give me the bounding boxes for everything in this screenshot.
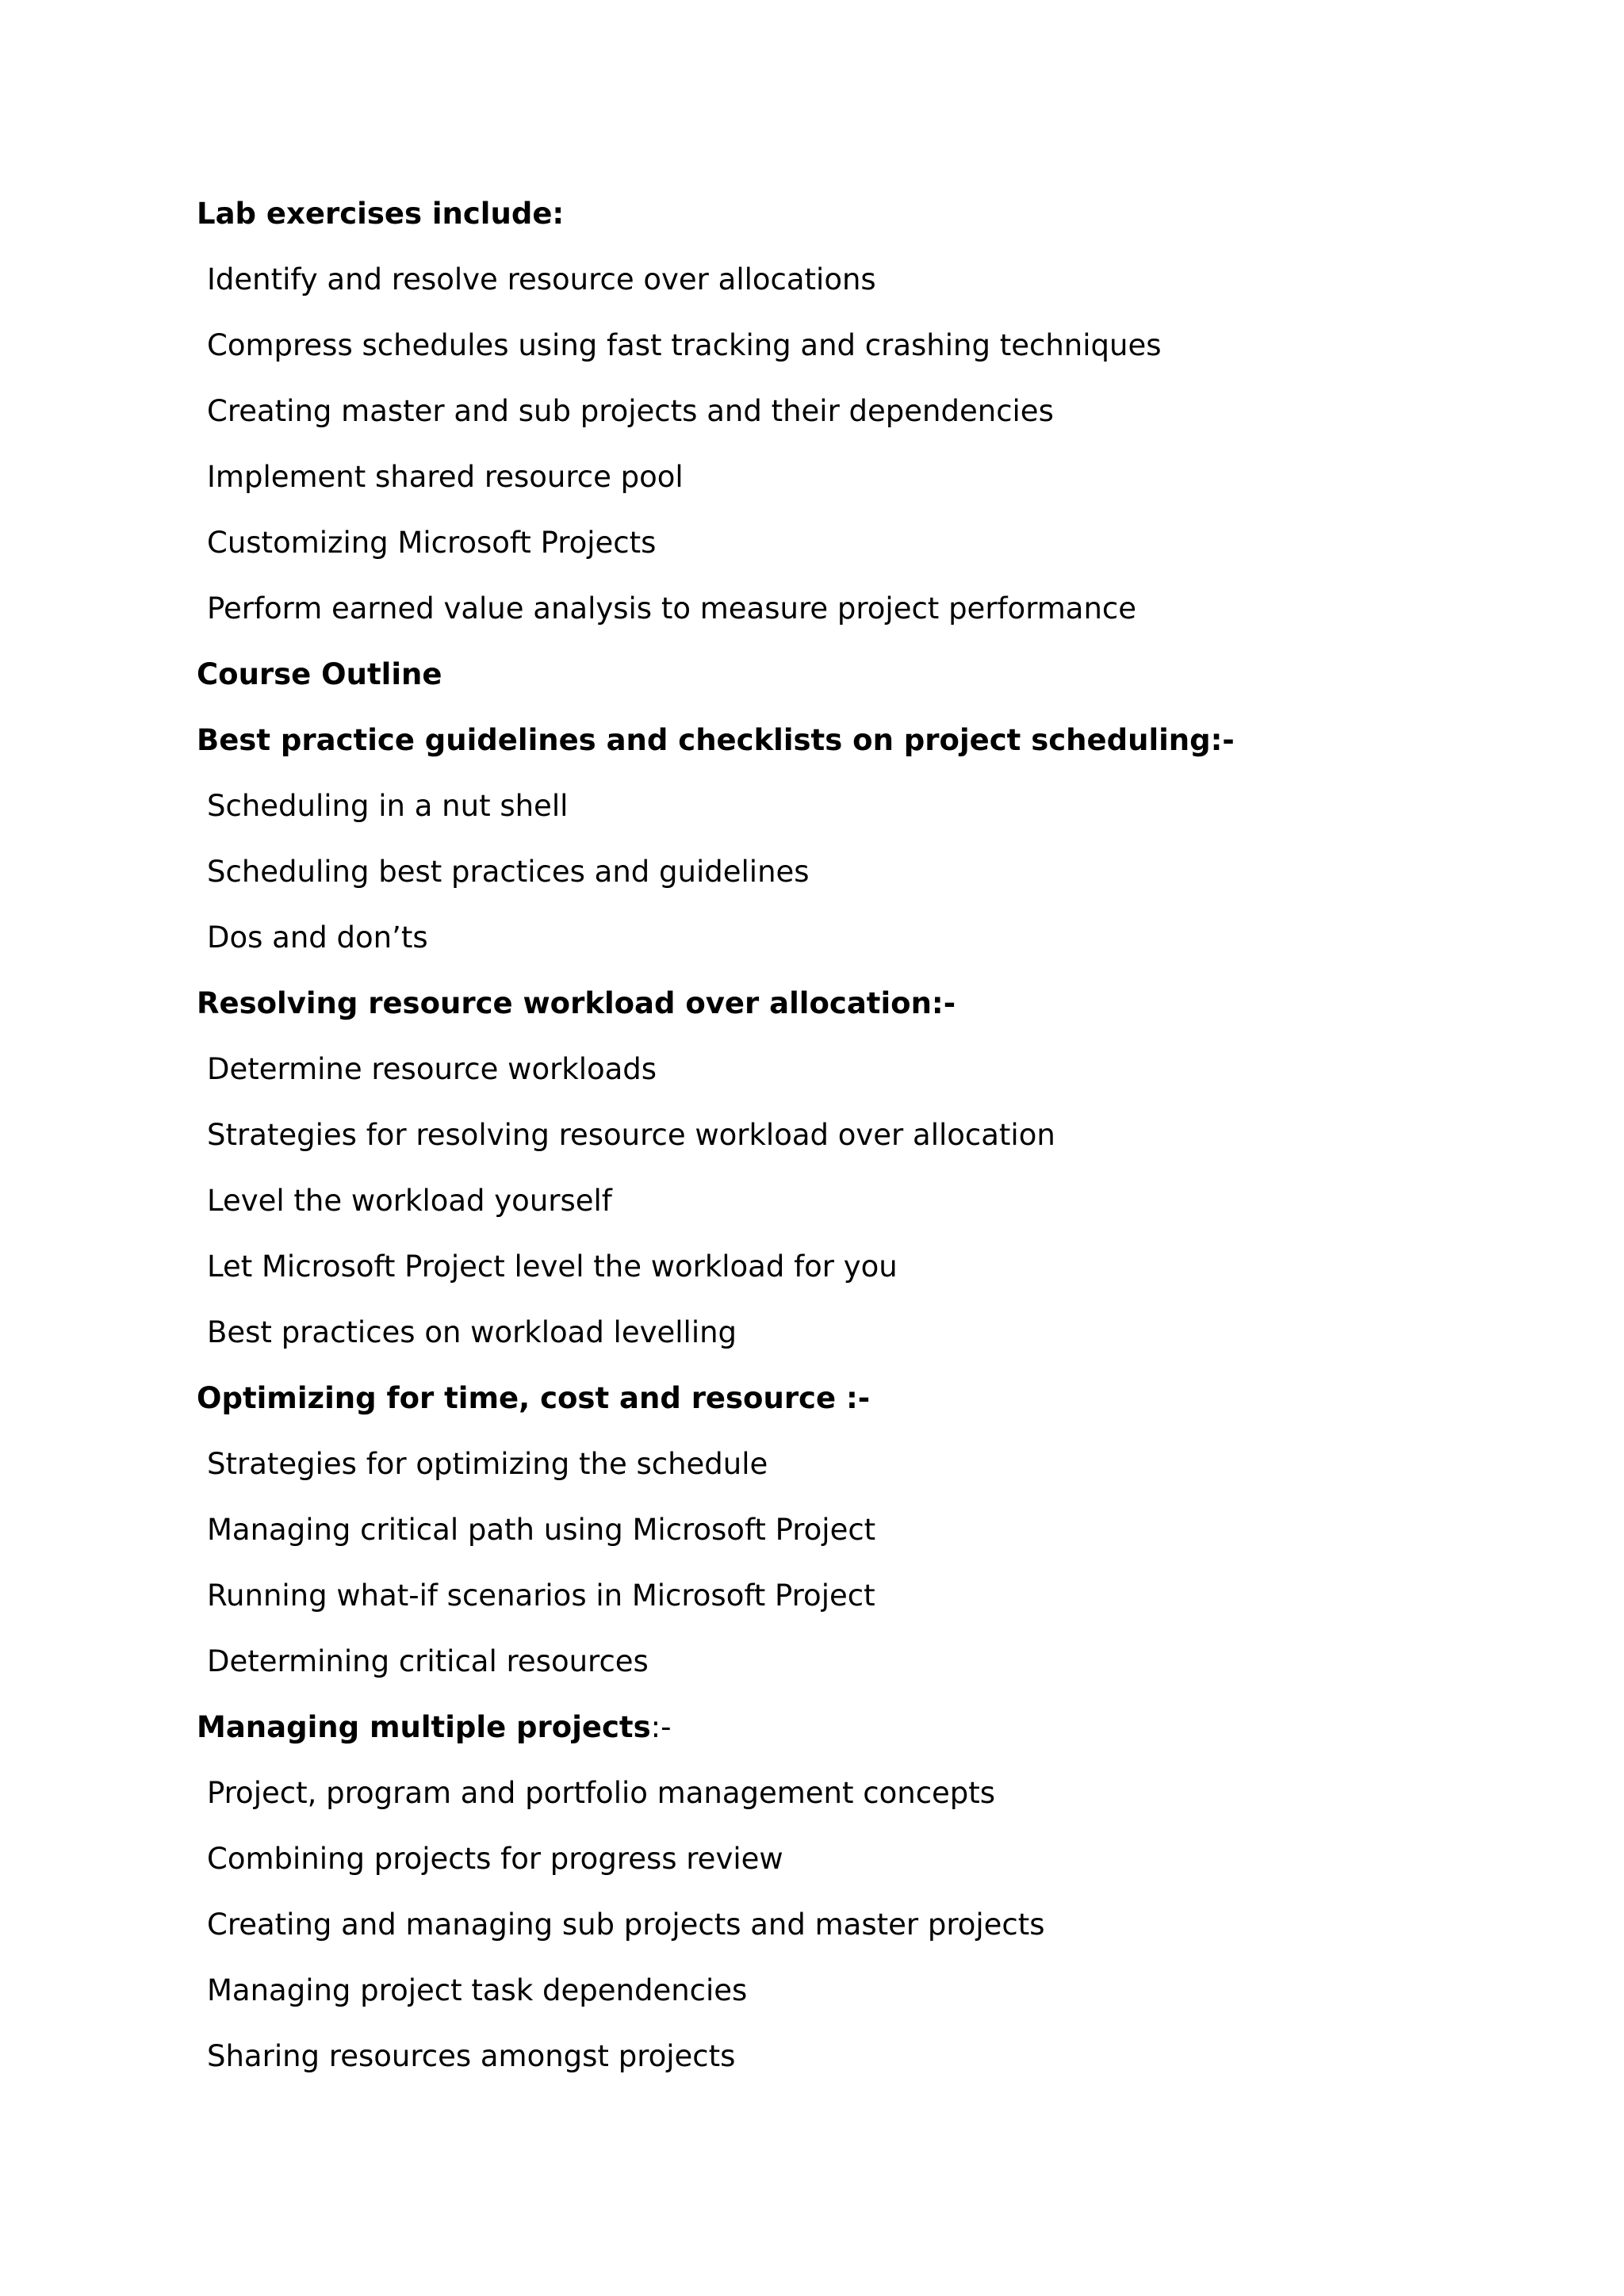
- outline-item: Dos and don’ts: [207, 920, 428, 955]
- outline-item: Sharing resources amongst projects: [207, 2039, 736, 2073]
- outline-item: Running what-if scenarios in Microsoft Project: [207, 1578, 875, 1613]
- outline-item: Strategies for optimizing the schedule: [207, 1447, 768, 1481]
- outline-item: Determine resource workloads: [207, 1052, 657, 1086]
- outline-item: Scheduling in a nut shell: [207, 789, 569, 823]
- lab-exercise-item: Implement shared resource pool: [207, 460, 684, 494]
- outline-item: Let Microsoft Project level the workload for you: [207, 1249, 898, 1284]
- course-outline-title: Course Outline: [197, 657, 442, 691]
- section-heading-scheduling: Best practice guidelines and checklists on project scheduling:-: [197, 723, 1235, 757]
- section-heading-multiple-projects: [197, 1707, 1434, 1773]
- document-content: [197, 193, 1434, 2102]
- outline-item: Best practices on workload levelling: [207, 1315, 737, 1349]
- outline-item: Determining critical resources: [207, 1644, 649, 1678]
- outline-item: Project, program and portfolio management concepts: [207, 1776, 996, 1810]
- lab-exercise-item: Compress schedules using fast tracking and crashing techniques: [207, 328, 1162, 362]
- outline-item: Creating and managing sub projects and master projects: [207, 1908, 1045, 1942]
- outline-item: Strategies for resolving resource workload over allocation: [207, 1118, 1055, 1152]
- outline-item: Level the workload yourself: [207, 1184, 612, 1218]
- section-heading-suffix: :-: [650, 1710, 672, 1744]
- lab-exercise-item: Customizing Microsoft Projects: [207, 526, 657, 560]
- lab-exercise-item: Identify and resolve resource over allocations: [207, 262, 876, 297]
- lab-exercises-heading: Lab exercises include:: [197, 197, 565, 231]
- section-heading-workload: Resolving resource workload over allocation:-: [197, 986, 956, 1020]
- outline-item: Scheduling best practices and guidelines: [207, 855, 810, 889]
- section-heading-optimizing: Optimizing for time, cost and resource :-: [197, 1381, 871, 1415]
- lab-exercise-item: Creating master and sub projects and their dependencies: [207, 394, 1054, 428]
- outline-item: Combining projects for progress review: [207, 1842, 783, 1876]
- section-heading-multiple-projects-text: Managing multiple projects: [197, 1710, 651, 1744]
- outline-item: Managing project task dependencies: [207, 1973, 748, 2007]
- outline-item: Managing critical path using Microsoft Project: [207, 1513, 876, 1547]
- lab-exercise-item: Perform earned value analysis to measure project performance: [207, 591, 1137, 626]
